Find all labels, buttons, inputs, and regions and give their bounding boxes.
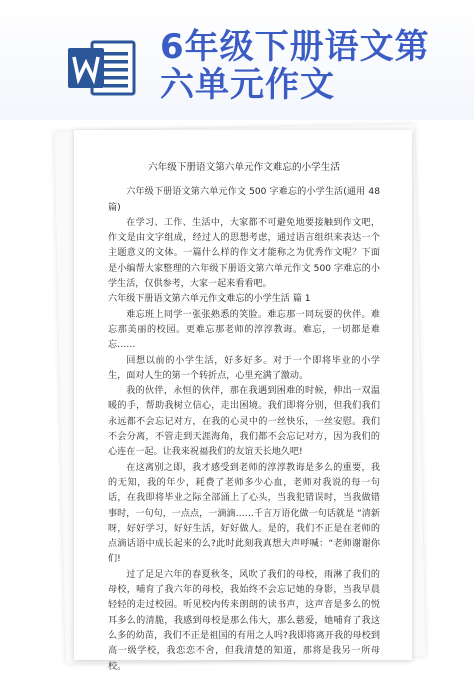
intro-paragraph-1: 六年级下册语文第六单元作文 500 字难忘的小学生活(通用 48 篇) <box>108 187 380 213</box>
intro-paragraph-2: 在学习、工作、生活中，大家都不可避免地要接触到作文吧，作文是由文字组成，经过人的思想考虑，通过语言组织来表达一个主题意义的文体。一篇什么样的作文才能称之为优秀作文呢？下面是小编帮大家整理的六年级下册语文第六单元作文 500 字难忘的小学生活，仅供参考，大家一起来看看吧。 <box>108 217 380 290</box>
header-banner <box>0 0 474 120</box>
document-body <box>108 160 380 675</box>
body-paragraph-4: 在这离别之即，我才感受到老师的淳淳教诲是多么的重要，我的无知，我的年少，耗费了老师多少心血，老师对我说的每一句话，在我即将毕业之际全部涌上了心头，当我犯错误时，当我做错事时，一句句，一点点，一滴滴……千言万语化做一句话就是 “清新呀，好好学习，好好生活，好好做人。是的，我们不正是在老师的点滴话语中成长起来的么?此时此刻我真想大声呼喊：“老师谢谢你们! <box>108 462 380 565</box>
body-paragraph-5: 过了足足六年的春夏秋冬，风吹了我们的母校，雨淋了我们的母校，哺育了我六年的母校，我始终不会忘记她的身影，当我早晨轻轻的走过校园。听见校内传来朗朗的读书声，这声音是多么的悦耳多么的清脆，我感到母校是那么伟大，那么慈爱，她哺育了我这么多的幼苗，我们不正是祖国的有用之人吗?我即将离开我的母校到高一级学校，我恋恋不舍，但我清楚的知道，那将是我另一所母校。 <box>108 569 380 672</box>
banner-title-line-1: 6年级下册语文第 <box>160 27 430 67</box>
word-document-icon <box>66 38 138 98</box>
banner-title <box>160 28 460 104</box>
body-paragraph-2: 回想以前的小学生活，好多好多。对于一个即将毕业的小学生，面对人生的第一个转折点，心里充满了激动。 <box>108 355 380 381</box>
body-paragraph-3: 我的伙伴，永恒的伙伴，那在我遇到困难的时候，伸出一双温暖的手，帮助我树立信心，走出困境。我们即将分别，但我们我们永远都不会忘记对方，在我的心灵中的一丝快乐，一丝安慰。我们不会分离，不管走到天涯海角，我们都不会忘记对方，因为我们的心连在一起。让我来祝福我们的友谊天长地久吧! <box>108 386 380 458</box>
document-page <box>74 130 412 672</box>
document-title: 六年级下册语文第六单元作文难忘的小学生活 <box>148 162 340 173</box>
banner-title-line-2: 六单元作文 <box>160 65 335 105</box>
section-heading: 六年级下册语文第六单元作文难忘的小学生活 篇 1 <box>108 294 311 305</box>
body-paragraph-1: 难忘班上同学一张张熟悉的笑脸。难忘那一同玩耍的伙伴。难忘那美丽的校园。更难忘那老师的淳淳教诲。难忘，一切都是难忘…… <box>108 309 380 351</box>
